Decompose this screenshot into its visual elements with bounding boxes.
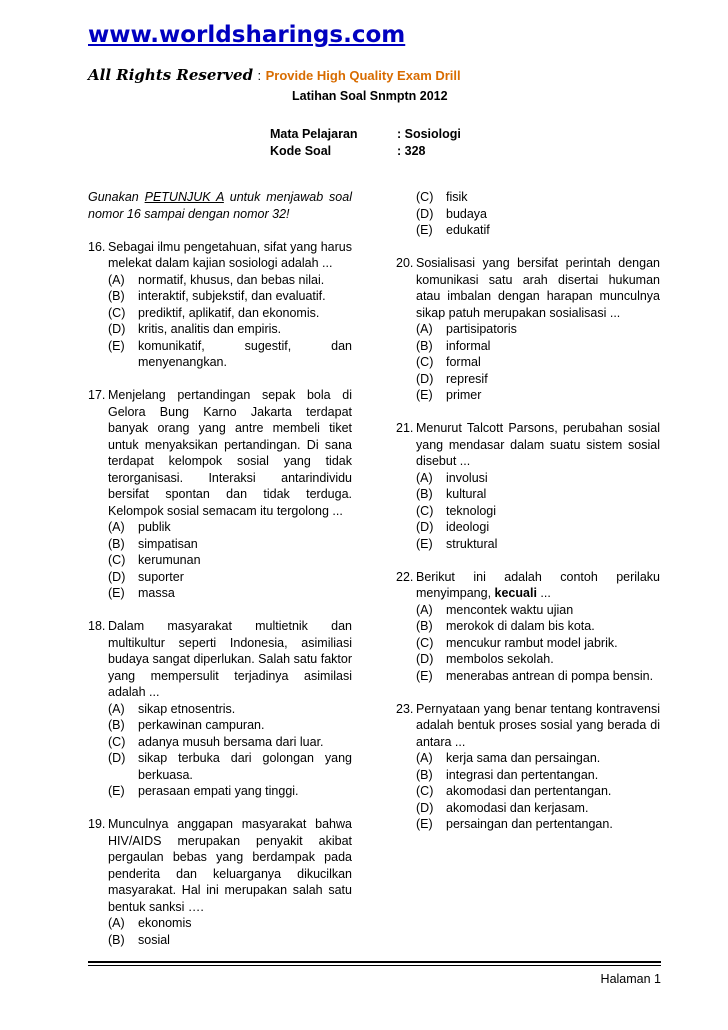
- option-label: (B): [416, 767, 433, 782]
- meta-subject-label: Mata Pelajaran: [270, 127, 358, 141]
- option-22-d: [416, 651, 660, 668]
- question-number: 16.: [88, 239, 106, 254]
- option-22-e: [416, 668, 660, 685]
- option-text: komunikatif, sugestif, dan menyenangkan.: [138, 338, 352, 369]
- option-text: massa: [138, 586, 175, 600]
- option-19-b: [108, 932, 352, 949]
- option-16-a: [108, 272, 352, 289]
- option-text: perasaan empati yang tinggi.: [138, 784, 299, 798]
- option-18-c: [108, 734, 352, 751]
- option-label: (A): [416, 751, 433, 765]
- question-emphasis: kecuali: [494, 586, 537, 600]
- option-label: (A): [416, 322, 433, 336]
- question-head: [88, 239, 352, 272]
- option-20-c: [416, 354, 660, 371]
- option-label: (C): [108, 553, 126, 567]
- question-text-main: Berikut ini adalah contoh perilaku menyimpang,: [416, 569, 660, 600]
- option-text: normatif, khusus, dan bebas nilai.: [138, 272, 325, 287]
- option-text: prediktif, aplikatif, dan ekonomis.: [138, 305, 320, 320]
- option-19-c: [416, 222, 660, 239]
- option-16-d: [108, 321, 352, 338]
- question-text: [108, 239, 352, 272]
- left-questions: [88, 239, 352, 949]
- option-22-a: [416, 602, 660, 619]
- option-label: (A): [416, 470, 433, 485]
- options-list: [88, 701, 352, 800]
- option-text: partisipatoris: [446, 322, 517, 336]
- option-18-a: [108, 701, 352, 718]
- question-number: 23.: [396, 701, 414, 716]
- tagline: Provide High Quality Exam Drill: [265, 68, 461, 83]
- question-text: [108, 816, 352, 915]
- question-head: [396, 569, 660, 602]
- option-text: membolos sekolah.: [446, 652, 554, 666]
- option-label: (A): [108, 701, 125, 716]
- left-column: [88, 189, 352, 948]
- rights-text: All Rights Reserved: [88, 66, 254, 84]
- option-16-b: [108, 288, 352, 305]
- option-19-b: [416, 206, 660, 223]
- option-text: integrasi dan pertentangan.: [446, 767, 599, 782]
- option-text: suporter: [138, 569, 184, 584]
- option-text: kritis, analitis dan empiris.: [138, 322, 282, 336]
- meta-code-label: Kode Soal: [270, 144, 332, 158]
- option-label: (C): [416, 190, 434, 204]
- option-text: menerabas antrean di pompa bensin.: [446, 668, 654, 683]
- question-number: 22.: [396, 569, 414, 584]
- option-label: (A): [108, 916, 125, 930]
- question-text-main: Sosialisasi yang bersifat perintah dengan komunikasi satu arah disertai hukuman atau imbalan dengan harapan munculnya sikap patuh merupakan sosialisasi ...: [416, 256, 660, 320]
- option-23-b: [416, 767, 660, 784]
- question-head: [88, 387, 352, 519]
- option-label: (E): [416, 536, 433, 551]
- website-link[interactable]: www.worldsharings.com: [88, 22, 406, 48]
- option-23-a: [416, 750, 660, 767]
- rights-line: [88, 66, 461, 85]
- question-head: [88, 816, 352, 915]
- option-label: (B): [108, 932, 125, 947]
- option-18-e: [108, 783, 352, 800]
- option-label: (D): [108, 751, 126, 765]
- option-text: perkawinan campuran.: [138, 718, 265, 732]
- question-16: [88, 239, 352, 371]
- question-23: [396, 701, 660, 833]
- option-label: (E): [108, 784, 125, 798]
- option-text: struktural: [446, 536, 498, 551]
- question-head: [396, 701, 660, 751]
- option-text: simpatisan: [138, 536, 198, 551]
- instruction: Gunakan PETUNJUK A untuk menjawab soal nomor 16 sampai dengan nomor 32!: [88, 190, 352, 221]
- option-text: merokok di dalam bis kota.: [446, 619, 595, 633]
- question-text: [108, 618, 352, 701]
- question-text-main: Dalam masyarakat multietnik dan multikultur seperti Indonesia, asimiliasi budaya sangat diperlukan. Salah satu faktor yang mempersulit terjadinya asimilasi adalah ...: [108, 619, 352, 699]
- option-label: (C): [416, 635, 434, 650]
- option-17-a: [108, 519, 352, 536]
- option-21-b: [416, 486, 660, 503]
- question-head: [88, 618, 352, 701]
- option-label: (D): [416, 206, 434, 221]
- option-label: (A): [108, 520, 125, 534]
- option-18-d: [108, 750, 352, 783]
- option-text: akomodasi dan kerjasam.: [446, 800, 589, 815]
- exam-title: Latihan Soal Snmptn 2012: [292, 89, 448, 103]
- option-text: sikap terbuka dari golongan yang berkuasa.: [138, 751, 352, 782]
- question-text: [416, 255, 660, 321]
- question-text: [108, 387, 352, 519]
- option-text: sikap etnosentris.: [138, 701, 236, 716]
- question-head: [396, 420, 660, 470]
- question-text: [416, 420, 660, 470]
- question-text-main: Pernyataan yang benar tentang kontravensi adalah bentuk proses sosial yang berada di antara ...: [416, 701, 660, 749]
- question-18: [88, 618, 352, 800]
- option-text: fisik: [446, 190, 468, 204]
- option-label: (D): [416, 800, 434, 815]
- question-number: 21.: [396, 421, 414, 435]
- option-label: (B): [108, 718, 125, 732]
- footer-rule-thin: [88, 965, 661, 966]
- option-text: mencontek waktu ujian: [446, 602, 574, 617]
- option-18-b: [108, 717, 352, 734]
- page-number: Halaman 1: [600, 972, 661, 986]
- option-19-a: [108, 915, 352, 932]
- option-label: (E): [108, 338, 125, 353]
- option-label: (B): [108, 536, 125, 551]
- question-19-continued-options: [396, 189, 660, 239]
- option-label: (A): [416, 602, 433, 617]
- option-21-d: [416, 519, 660, 536]
- option-23-e: [416, 816, 660, 833]
- option-label: (E): [416, 223, 433, 237]
- question-19: [88, 816, 352, 948]
- option-text: involusi: [446, 470, 488, 485]
- option-text: ideologi: [446, 520, 490, 534]
- option-label: (C): [416, 503, 434, 518]
- option-22-c: [416, 635, 660, 652]
- option-label: (D): [416, 652, 434, 666]
- option-text: teknologi: [446, 503, 497, 518]
- question-text-after: ...: [536, 586, 551, 600]
- option-label: (E): [416, 388, 433, 402]
- option-16-c: [108, 305, 352, 322]
- meta-subject-value: : Sosiologi: [397, 127, 461, 141]
- option-text: represif: [446, 371, 488, 386]
- option-label: (B): [416, 619, 433, 633]
- rights-separator: :: [257, 68, 262, 83]
- instruction-link: PETUNJUK A: [144, 190, 224, 204]
- option-23-d: [416, 800, 660, 817]
- option-21-a: [416, 470, 660, 487]
- option-text: kerja sama dan persaingan.: [446, 751, 601, 765]
- option-20-e: [416, 387, 660, 404]
- option-21-c: [416, 503, 660, 520]
- option-17-c: [108, 552, 352, 569]
- option-label: (D): [108, 569, 126, 584]
- question-text-main: Menurut Talcott Parsons, perubahan sosial yang mendasar dalam suatu sistem sosial disebut ...: [416, 421, 660, 468]
- meta-code-value: : 328: [397, 144, 426, 158]
- question-number: 18.: [88, 619, 106, 633]
- option-label: (E): [108, 586, 125, 600]
- option-label: (C): [108, 734, 126, 749]
- option-text: formal: [446, 355, 481, 369]
- option-text: interaktif, subjekstif, dan evaluatif.: [138, 289, 326, 303]
- question-head: [396, 255, 660, 321]
- option-text: edukatif: [446, 223, 490, 237]
- option-17-b: [108, 536, 352, 553]
- option-label: (D): [416, 371, 434, 386]
- options-list: [396, 470, 660, 553]
- option-label: (A): [108, 272, 125, 287]
- option-text: kerumunan: [138, 553, 201, 567]
- option-20-a: [416, 321, 660, 338]
- option-text: persaingan dan pertentangan.: [446, 817, 613, 831]
- question-20: [396, 255, 660, 404]
- option-label: (B): [416, 487, 433, 501]
- option-16-e: [108, 338, 352, 371]
- option-19-a: [416, 189, 660, 206]
- option-text: sosial: [138, 932, 170, 947]
- options-list: [396, 750, 660, 833]
- question-22: [396, 569, 660, 685]
- option-label: (E): [416, 817, 433, 831]
- question-number: 19.: [88, 817, 106, 831]
- option-17-e: [108, 585, 352, 602]
- option-label: (D): [108, 322, 126, 336]
- option-label: (C): [416, 355, 434, 369]
- options-list: [88, 519, 352, 602]
- option-20-b: [416, 338, 660, 355]
- option-text: ekonomis: [138, 916, 192, 930]
- option-text: primer: [446, 388, 482, 402]
- question-text: [416, 701, 660, 751]
- question-number: 17.: [88, 388, 106, 402]
- option-text: adanya musuh bersama dari luar.: [138, 734, 324, 749]
- option-text: akomodasi dan pertentangan.: [446, 784, 612, 798]
- right-column: [396, 189, 660, 833]
- footer-rule: [88, 961, 661, 963]
- options-list: [88, 272, 352, 371]
- option-text: budaya: [446, 206, 488, 221]
- question-text-main: Munculnya anggapan masyarakat bahwa HIV/AIDS merupakan penyakit akibat pergaulan bebas yang berdampak pada penderita dan keluarganya dikucilkan masyarakat. Hal ini merupakan salah satu bentuk sanksi ….: [108, 817, 352, 914]
- option-17-d: [108, 569, 352, 586]
- question-text-main: Menjelang pertandingan sepak bola di Gelora Bung Karno Jakarta terdapat banyak orang yang antre membeli tiket untuk menyaksikan pertandingan. Di sana terdapat kelompok sosial yang tidak terorganisasi. Interaksi antarindividu bersifat spontan dan tidak terduga. Kelompok sosial semacam itu tergolong ...: [108, 388, 352, 518]
- option-22-b: [416, 618, 660, 635]
- question-21: [396, 420, 660, 552]
- options-list: [88, 915, 352, 948]
- option-label: (C): [108, 305, 126, 320]
- question-text: [416, 569, 660, 602]
- options-list: [396, 602, 660, 685]
- option-label: (B): [108, 289, 125, 303]
- question-17: [88, 387, 352, 602]
- option-text: publik: [138, 520, 171, 534]
- option-23-c: [416, 783, 660, 800]
- option-label: (B): [416, 338, 433, 353]
- question-text-main: Sebagai ilmu pengetahuan, sifat yang harus melekat dalam kajian sosiologi adalah ...: [108, 239, 352, 270]
- option-label: (C): [416, 784, 434, 798]
- options-list: [396, 321, 660, 404]
- right-questions: [396, 255, 660, 833]
- option-text: kultural: [446, 487, 487, 501]
- option-label: (E): [416, 668, 433, 683]
- option-20-d: [416, 371, 660, 388]
- question-number: 20.: [396, 256, 414, 270]
- option-text: informal: [446, 338, 491, 353]
- option-label: (D): [416, 520, 434, 534]
- option-21-e: [416, 536, 660, 553]
- option-text: mencukur rambut model jabrik.: [446, 635, 618, 650]
